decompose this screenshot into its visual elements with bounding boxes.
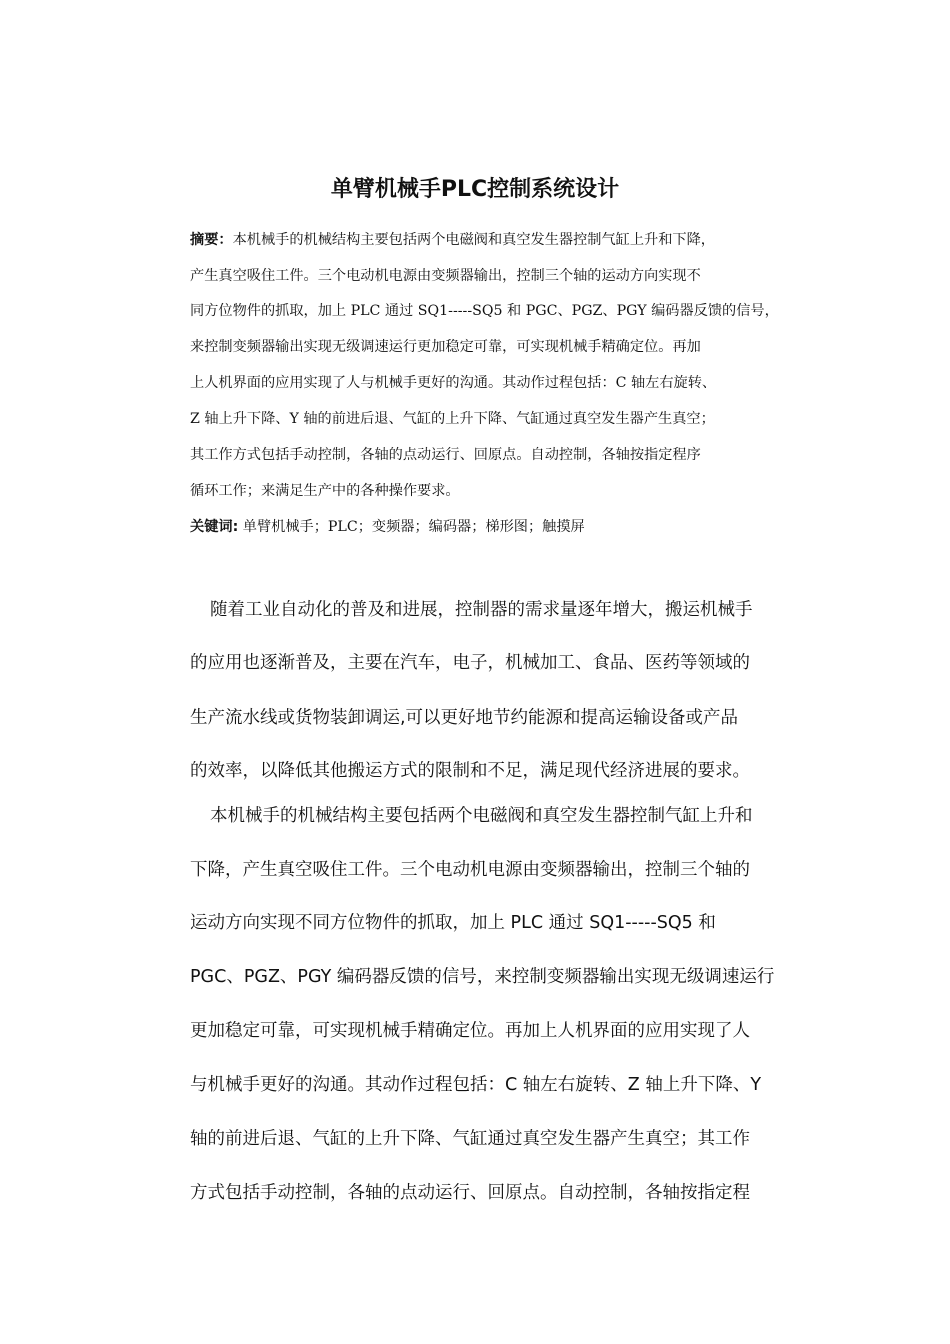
abstract-label: 摘要： [190, 232, 233, 248]
body-line-8: PGC、PGZ、PGY 编码器反馈的信号，来控制变频器输出实现无级调速运行 [190, 967, 775, 987]
abstract-line-3: 同方位物件的抓取，加上 PLC 通过 SQ1-----SQ5 和 PGC、PGZ、PGY 编码器反馈的信号， [190, 303, 779, 319]
body-line-6: 下降，产生真空吸住工件。三个电动机电源由变频器输出，控制三个轴的 [190, 860, 750, 880]
document-title: 单臂机械手PLC控制系统设计 [330, 177, 620, 202]
body-line-12: 方式包括手动控制，各轴的点动运行、回原点。自动控制，各轴按指定程 [190, 1183, 750, 1203]
body-line-9: 更加稳定可靠，可实现机械手精确定位。再加上人机界面的应用实现了人 [190, 1021, 750, 1041]
abstract-line-5: 上人机界面的应用实现了人与机械手更好的沟通。其动作过程包括：C 轴左右旋转、 [190, 375, 717, 391]
body-line-5: 本机械手的机械结构主要包括两个电磁阀和真空发生器控制气缸上升和 [210, 806, 753, 826]
body-line-3: 生产流水线或货物装卸调运,可以更好地节约能源和提高运输设备或产品 [190, 708, 739, 728]
abstract-line-1 [190, 230, 715, 250]
body-line-7: 运动方向实现不同方位物件的抓取，加上 PLC 通过 SQ1-----SQ5 和 [190, 913, 716, 933]
abstract-line-7: 其工作方式包括手动控制，各轴的点动运行、回原点。自动控制，各轴按指定程序 [190, 447, 701, 463]
abstract-line-4: 来控制变频器输出实现无级调速运行更加稳定可靠，可实现机械手精确定位。再加 [190, 339, 701, 355]
body-line-4: 的效率，以降低其他搬运方式的限制和不足，满足现代经济进展的要求。 [190, 761, 750, 781]
abstract-line-8: 循环工作；来满足生产中的各种操作要求。 [190, 483, 460, 499]
body-line-11: 轴的前进后退、气缸的上升下降、气缸通过真空发生器产生真空；其工作 [190, 1129, 750, 1149]
abstract-line-6: Z 轴上升下降、Y 轴的前进后退、气缸的上升下降、气缸通过真空发生器产生真空； [190, 411, 715, 427]
body-line-1: 随着工业自动化的普及和进展，控制器的需求量逐年增大，搬运机械手 [210, 600, 753, 620]
body-line-2: 的应用也逐渐普及，主要在汽车，电子，机械加工、食品、医药等领域的 [190, 653, 750, 673]
abstract-text: 本机械手的机械结构主要包括两个电磁阀和真空发生器控制气缸上升和下降， [232, 232, 715, 248]
abstract-line-2: 产生真空吸住工件。三个电动机电源由变频器输出，控制三个轴的运动方向实现不 [190, 268, 701, 284]
keywords-line [190, 517, 585, 537]
keywords-label: 关键词: [190, 519, 239, 535]
keywords-text: 单臂机械手；PLC；变频器；编码器；梯形图；触摸屏 [238, 519, 585, 535]
body-line-10: 与机械手更好的沟通。其动作过程包括：C 轴左右旋转、Z 轴上升下降、Y [190, 1075, 762, 1095]
